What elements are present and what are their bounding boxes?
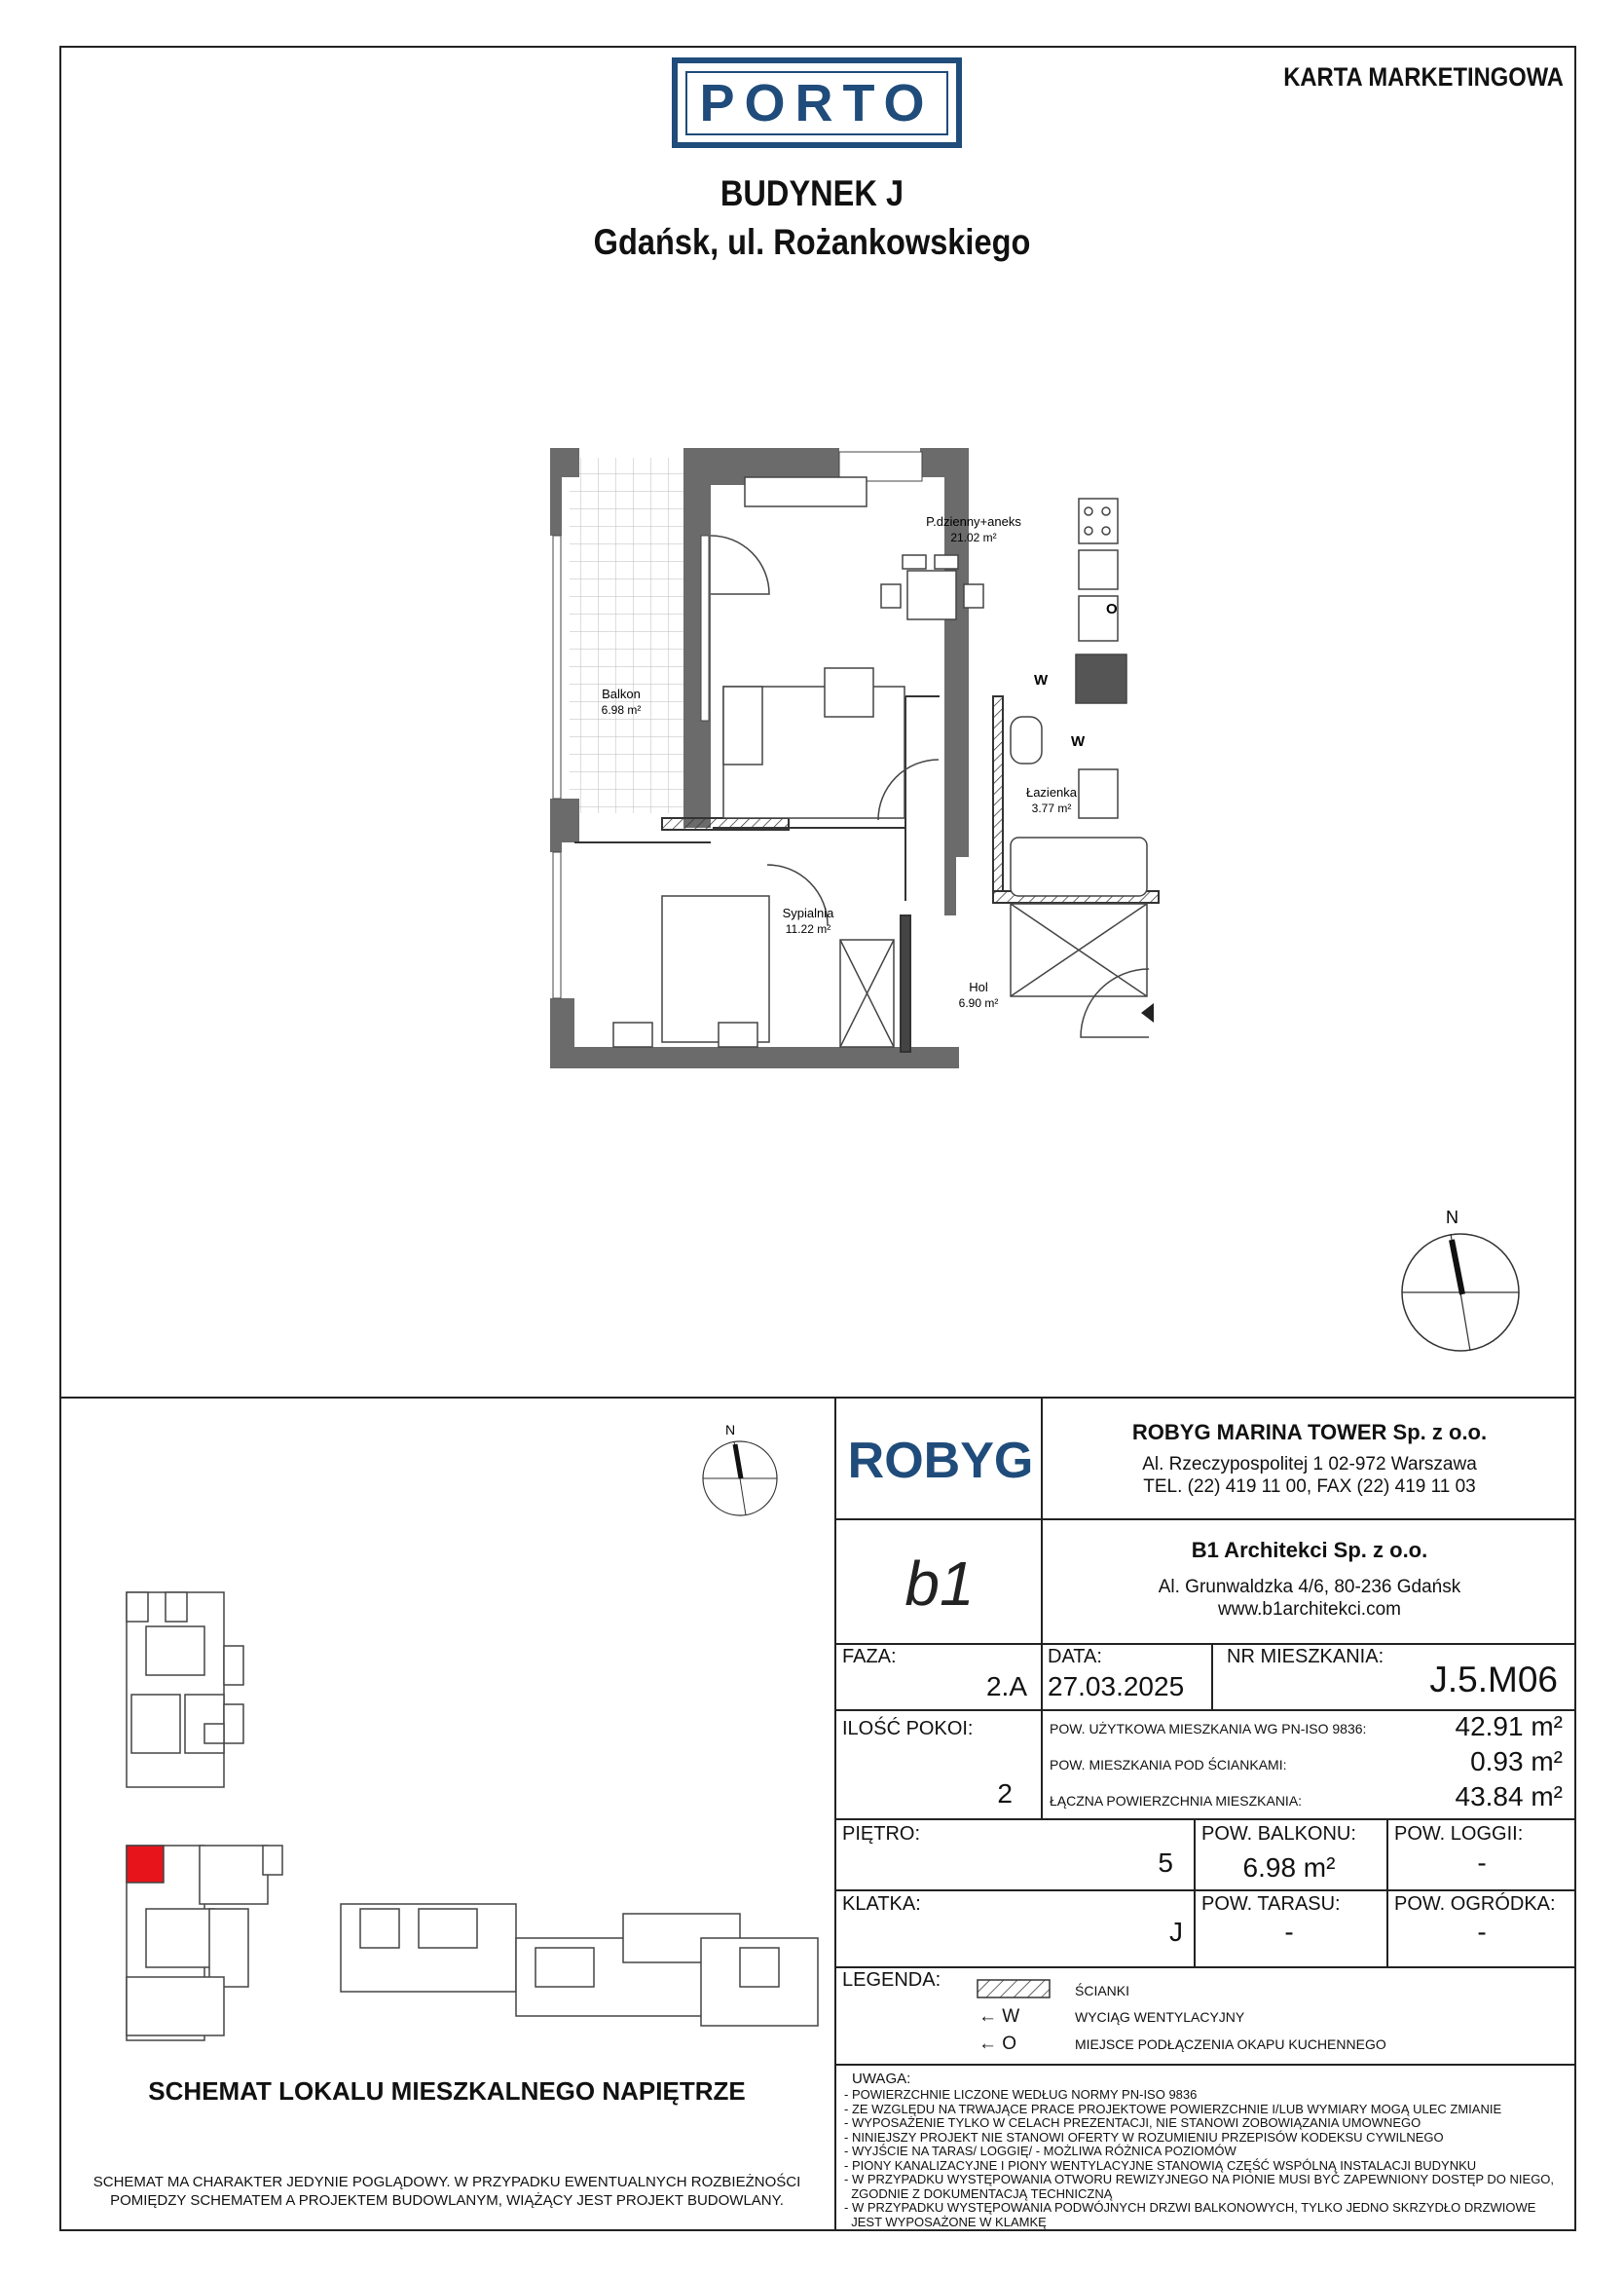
legend-item-vent: WYCIĄG WENTYLACYJNY [1075,2009,1245,2025]
legend-symbol-o: O [1002,2034,1017,2054]
vent-marker-2: W [1071,733,1086,750]
legend-symbol-w: W [1002,2006,1020,2027]
room-label-balcony: Balkon [602,687,641,701]
arrow-left-icon: ← [978,2006,997,2027]
pow-uzytkowa-value: 42.91 m² [1455,1711,1563,1741]
bathroom-fixtures [1011,717,1147,996]
notes-list [844,2088,1554,2229]
data-label: DATA: [1048,1646,1102,1667]
legend-arrow-o [978,2034,1016,2055]
pow-sciankami-label: POW. MIESZKANIA POD ŚCIANKAMI: [1050,1757,1287,1773]
legend-label: LEGENDA: [842,1969,941,1991]
architect-web: www.b1architekci.com [1218,1599,1401,1620]
bed [613,896,894,1047]
porto-logo-text: PORTO [685,71,948,135]
building-address: Gdańsk, ul. Rożankowskiego [593,222,1031,262]
schema-title: SCHEMAT LOKALU MIESZKALNEGO NAPIĘTRZE [148,2076,746,2106]
room-area-hall: 6.90 m² [958,996,999,1010]
room-area-bedroom: 11.22 m² [785,922,831,936]
balkon-label: POW. BALKONU: [1201,1823,1356,1845]
building-title: BUDYNEK J [720,173,904,213]
pow-sciankami-value: 0.93 m² [1470,1746,1563,1776]
pietro-label: PIĘTRO: [842,1823,921,1845]
legend-item-walls: ŚCIANKI [1075,1983,1130,1998]
room-label-bathroom: Łazienka [1025,785,1078,800]
note-line: - WYPOSAŻENIE TYLKO W CELACH PREZENTACJI, NIE STANOWI ZOBOWIĄZANIA UMOWNEGO [844,2115,1421,2130]
pietro-value: 5 [1158,1848,1173,1878]
note-line: - PIONY KANALIZACYJNE I PIONY WENTYLACYJNE STANOWIĄ CZĘŚĆ WSPÓLNĄ INSTALACJI BUDYNKU [844,2157,1477,2173]
notes-label: UWAGA: [852,2071,911,2087]
room-label-bedroom: Sypialnia [782,906,834,920]
klatka-label: KLATKA: [842,1893,921,1915]
room-area-balcony: 6.98 m² [601,703,642,717]
floor-plan [545,438,1168,1071]
balkon-value: 6.98 m² [1242,1852,1336,1883]
architect-address: Al. Grunwaldzka 4/6, 80-236 Gdańsk [1158,1577,1461,1597]
pokoje-value: 2 [997,1778,1013,1809]
b1-logo: b1 [904,1549,975,1619]
balcony-tiles [570,458,691,813]
compass-small [696,1417,784,1524]
note-line: - W PRZYPADKU WYSTĘPOWANIA OTWORU REWIZYJNEGO NA PIONIE MUSI BYĆ ZAPEWNIONY DOSTĘP DO NIEGO, [844,2172,1555,2186]
arrow-left-icon: ← [978,2034,997,2054]
data-value: 27.03.2025 [1048,1671,1185,1701]
pow-laczna-value: 43.84 m² [1455,1781,1563,1811]
room-label-living: P.dzienny+aneks [926,514,1021,529]
taras-label: POW. TARASU: [1201,1893,1341,1915]
nr-value: J.5.M06 [1429,1660,1558,1699]
pow-laczna-label: ŁĄCZNA POWIERZCHNIA MIESZKANIA: [1050,1793,1303,1809]
building-schema [117,1587,1090,2045]
faza-label: FAZA: [842,1646,897,1667]
room-label-hall: Hol [969,980,988,994]
sofa [723,668,904,818]
note-line: - POWIERZCHNIE LICZONE WEDŁUG NORMY PN-ISO 9836 [844,2087,1198,2102]
legend-arrow-w [978,2006,1019,2028]
note-line: - ZE WZGLĘDU NA TRWAJĄCE PRACE PROJEKTOWE POWIERZCHNIE I/LUB WYMIARY MOGĄ ULEC ZMIANIE [844,2101,1502,2116]
legend-item-hood: MIEJSCE PODŁĄCZENIA OKAPU KUCHENNEGO [1075,2036,1386,2052]
architect-name: B1 Architekci Sp. z o.o. [1191,1538,1428,1562]
developer-address: Al. Rzeczypospolitej 1 02-972 Warszawa [1142,1454,1477,1474]
legend-hatch-symbol [977,1979,1051,1998]
ogrodek-value: - [1477,1917,1487,1947]
porto-logo [672,57,962,148]
loggia-value: - [1477,1848,1487,1878]
developer-phone: TEL. (22) 419 11 00, FAX (22) 419 11 03 [1143,1476,1476,1497]
apartment-highlight [127,1846,164,1883]
note-line: - NINIEJSZY PROJEKT NIE STANOWI OFERTY W ROZUMIENIU PRZEPISÓW KODEKSU CYWILNEGO [844,2129,1444,2145]
faza-value: 2.A [985,1671,1027,1701]
nr-label: NR MIESZKANIA: [1227,1646,1384,1667]
pow-uzytkowa-label: POW. UŻYTKOWA MIESZKANIA WG PN-ISO 9836: [1050,1721,1367,1736]
pokoje-label: ILOŚĆ POKOI: [842,1718,974,1739]
schema-disclaimer-1: SCHEMAT MA CHARAKTER JEDYNIE POGLĄDOWY. W PRZYPADKU EWENTUALNYCH ROZBIEŻNOŚCI [92,2174,801,2190]
room-area-living: 21.02 m² [950,531,997,544]
compass-large [1387,1203,1533,1359]
taras-value: - [1284,1917,1294,1947]
klatka-value: J [1169,1917,1183,1947]
note-line: JEST WYPOSAŻONE W KLAMKĘ [844,2214,1047,2229]
note-line: - W PRZYPADKU WYSTĘPOWANIA PODWÓJNYCH DRZWI BALKONOWYCH, TYLKO JEDNO SKRZYDŁO DRZWIOWE [844,2200,1536,2215]
compass-small-north: N [725,1422,736,1437]
note-line: ZGODNIE Z DOKUMENTACJĄ TECHNICZNĄ [844,2185,1113,2201]
note-line: - WYJŚCIE NA TARAS/ LOGGIĘ/ - MOŻLIWA RÓŻNICA POZIOMÓW [844,2144,1236,2158]
vent-marker-1: W [1034,672,1049,689]
compass-north-label: N [1446,1208,1458,1227]
doc-type: KARTA MARKETINGOWA [1283,62,1564,92]
developer-name: ROBYG MARINA TOWER Sp. z o.o. [1131,1420,1488,1444]
ogrodek-label: POW. OGRÓDKA: [1394,1893,1556,1915]
hood-marker: O [1106,601,1118,617]
robyg-logo: ROBYG [847,1433,1034,1489]
loggia-label: POW. LOGGII: [1394,1823,1524,1845]
room-area-bathroom: 3.77 m² [1031,802,1072,815]
schema-disclaimer-2: POMIĘDZY SCHEMATEM A PROJEKTEM BUDOWLANYM, WIĄŻĄCY JEST PROJEKT BUDOWLANY. [110,2192,784,2209]
